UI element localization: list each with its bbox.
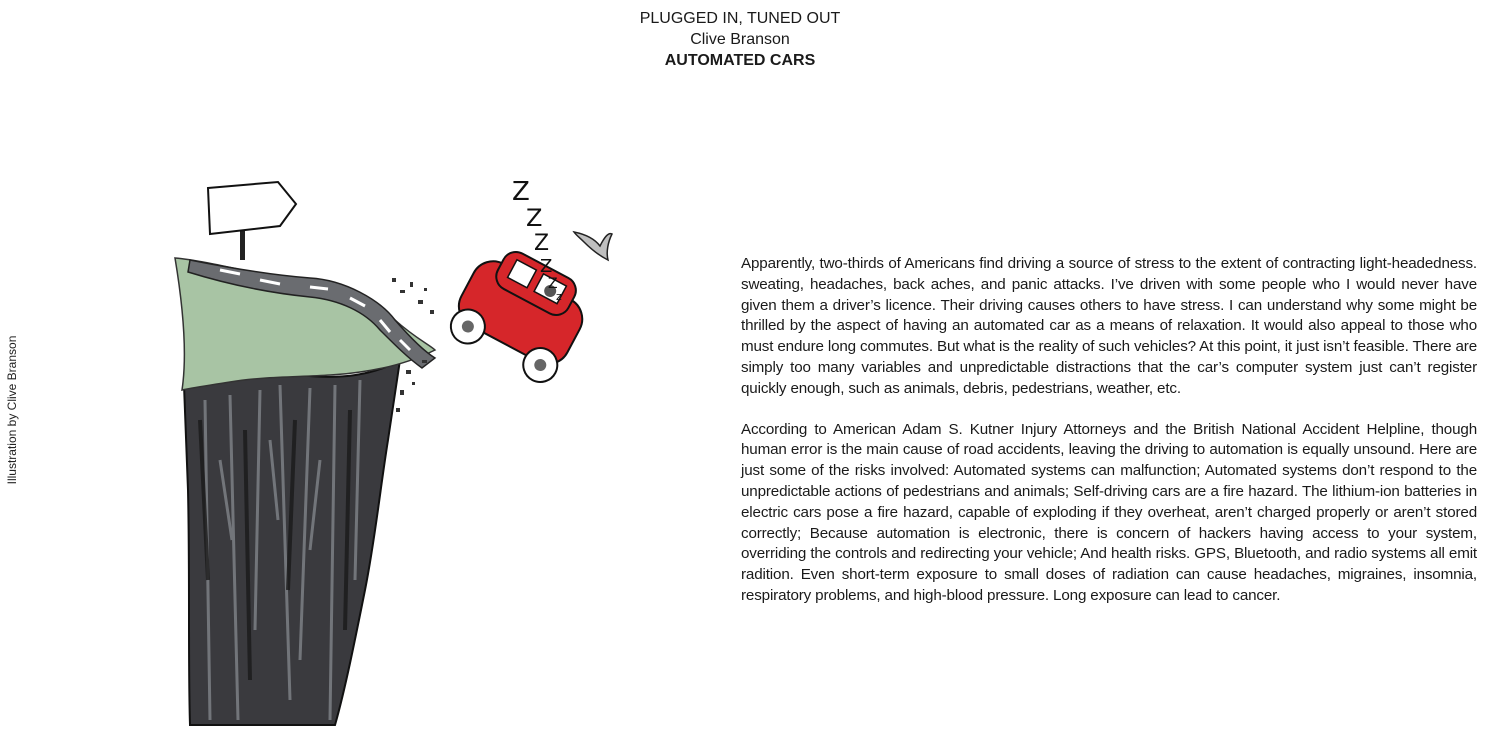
- snore-z: Z: [540, 256, 553, 277]
- snore-z: Z: [512, 177, 530, 207]
- road-sign-arrow: [208, 182, 296, 234]
- illustration-credit: Illustration by Clive Branson: [5, 335, 19, 485]
- section-title: AUTOMATED CARS: [664, 52, 816, 69]
- snore-z: Z: [548, 276, 558, 292]
- cliff-rock: [184, 360, 400, 725]
- bird: [574, 232, 612, 260]
- cliff-car-illustration: [160, 160, 630, 740]
- page-header: [0, 8, 1480, 71]
- snore-z: Z: [526, 204, 543, 232]
- article-paragraph: According to American Adam S. Kutner Injury Attorneys and the British National Accident Helpline, though human error is the main cause of road accidents, leaving the driving to automation is equally unsound. Here are just some of the risks involved: Automated systems can malfunction; Automated systems don’t respond to the unpredictable actions of pedestrians and animals; Self-driving cars are a fire hazard. The lithium-ion batteries in electric cars pose a fire hazard, capable of exploding if they overheat, aren’t charged properly or aren’t stored correctly; Because automation is electronic, there is concern of hackers having access to your system, overriding the controls and redirecting your vehicle; And health risks. GPS, Bluetooth, and radio systems all emit radition. Even short-term exposure to small doses of radiation can cause headaches, migraines, insomnia, respiratory problems, and high-blood pressure. Long exposure can lead to cancer.: [741, 420, 1477, 604]
- snore-z: z: [556, 290, 562, 303]
- author-name: Clive Branson: [690, 31, 790, 48]
- snore-z: Z: [534, 231, 550, 256]
- falling-car: [442, 238, 598, 389]
- series-title: PLUGGED IN, TUNED OUT: [639, 10, 841, 27]
- sign-post: [240, 228, 245, 260]
- article-paragraph: Apparently, two-thirds of Americans find driving a source of stress to the extent of contracting light-headedness. sweating, headaches, back aches, and panic attacks. I’ve driven with some people who I would never have given them a driver’s licence. Their driving causes others to have stress. I can understand why some might be thrilled by the aspect of having an automated car as a means of relaxation. It would also appeal to those who must endure long commutes. But what is the reality of such vehicles? At this point, it just isn’t feasible. There are simply too many variables and unpredictable distractions that the car’s computer system just can’t register quickly enough, such as animals, debris, pedestrians, weather, etc.: [741, 255, 1478, 397]
- article-body: [741, 254, 1477, 627]
